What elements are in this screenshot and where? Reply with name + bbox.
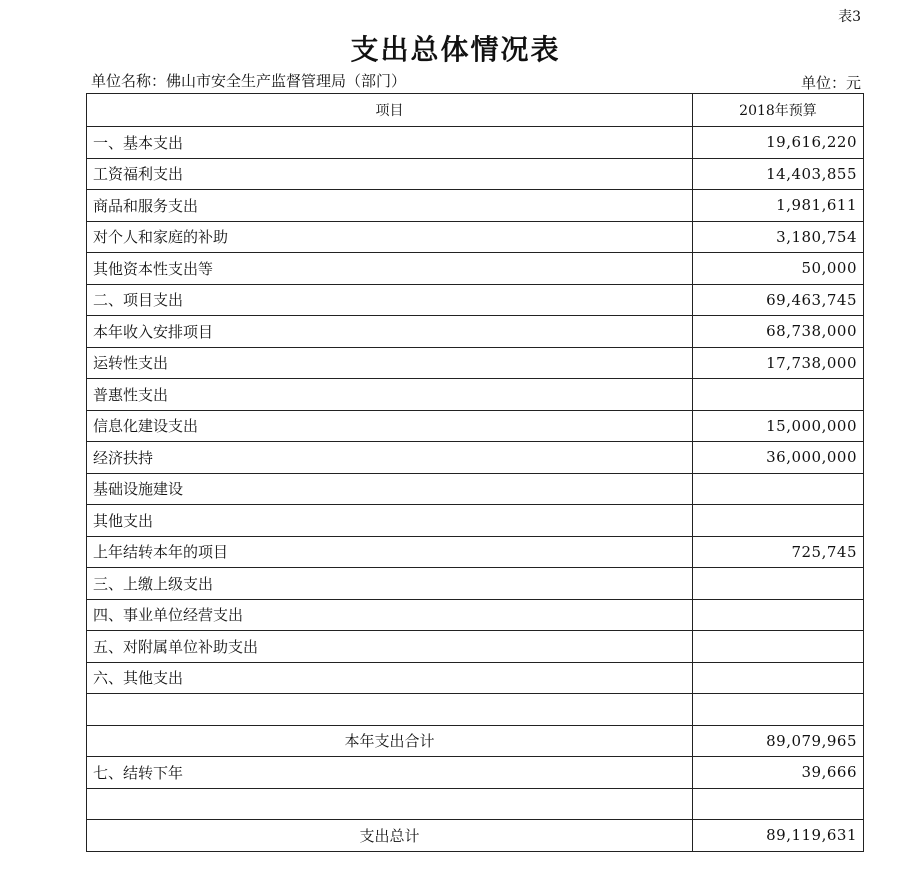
row-label: 经济扶持 — [87, 442, 693, 474]
table-row — [87, 410, 864, 442]
unit-name-label: 单位名称：佛山市安全生产监督管理局（部门） — [91, 72, 407, 90]
row-amount: 69,463,745 — [693, 284, 864, 316]
row-label: 一、基本支出 — [87, 127, 693, 159]
row-label: 四、事业单位经营支出 — [87, 599, 693, 631]
row-amount — [693, 505, 864, 537]
table-row — [87, 127, 864, 159]
row-amount: 36,000,000 — [693, 442, 864, 474]
table-row-blank — [87, 694, 864, 726]
expenditure-table — [86, 93, 864, 852]
table-row — [87, 316, 864, 348]
table-row — [87, 662, 864, 694]
table-row — [87, 190, 864, 222]
row-amount: 89,079,965 — [693, 725, 864, 757]
table-row — [87, 284, 864, 316]
column-header-item: 项目 — [87, 94, 693, 127]
row-amount — [693, 788, 864, 820]
table-row — [87, 568, 864, 600]
table-row — [87, 253, 864, 285]
table-row — [87, 536, 864, 568]
row-amount: 68,738,000 — [693, 316, 864, 348]
row-amount: 39,666 — [693, 757, 864, 789]
table-row — [87, 505, 864, 537]
currency-unit-label: 单位：元 — [800, 74, 861, 92]
row-amount: 89,119,631 — [693, 820, 864, 852]
row-label: 信息化建设支出 — [87, 410, 693, 442]
row-label: 上年结转本年的项目 — [87, 536, 693, 568]
row-amount — [693, 379, 864, 411]
row-label: 对个人和家庭的补助 — [87, 221, 693, 253]
row-amount — [693, 694, 864, 726]
row-amount: 17,738,000 — [693, 347, 864, 379]
column-header-budget: 2018年预算 — [693, 94, 864, 127]
row-label: 其他资本性支出等 — [87, 253, 693, 285]
row-amount: 3,180,754 — [693, 221, 864, 253]
table-row — [87, 442, 864, 474]
row-amount — [693, 568, 864, 600]
row-amount: 15,000,000 — [693, 410, 864, 442]
row-label — [87, 694, 693, 726]
row-label: 六、其他支出 — [87, 662, 693, 694]
table-row — [87, 631, 864, 663]
row-amount — [693, 599, 864, 631]
row-label: 五、对附属单位补助支出 — [87, 631, 693, 663]
table-row — [87, 221, 864, 253]
row-label: 三、上缴上级支出 — [87, 568, 693, 600]
row-amount — [693, 631, 864, 663]
table-row-blank — [87, 788, 864, 820]
row-label: 工资福利支出 — [87, 158, 693, 190]
row-label: 七、结转下年 — [87, 757, 693, 789]
row-label — [87, 788, 693, 820]
row-amount: 1,981,611 — [693, 190, 864, 222]
table-row — [87, 757, 864, 789]
row-amount — [693, 473, 864, 505]
row-amount: 50,000 — [693, 253, 864, 285]
table-row-total — [87, 820, 864, 852]
row-amount: 725,745 — [693, 536, 864, 568]
table-number: 表3 — [838, 9, 861, 25]
row-label: 二、项目支出 — [87, 284, 693, 316]
row-amount: 19,616,220 — [693, 127, 864, 159]
table-row — [87, 599, 864, 631]
row-label: 支出总计 — [87, 820, 693, 852]
row-label: 运转性支出 — [87, 347, 693, 379]
table-header-row — [87, 94, 864, 127]
row-label: 基础设施建设 — [87, 473, 693, 505]
table-row — [87, 158, 864, 190]
row-label: 其他支出 — [87, 505, 693, 537]
row-label: 商品和服务支出 — [87, 190, 693, 222]
table-row — [87, 379, 864, 411]
row-label: 本年收入安排项目 — [87, 316, 693, 348]
table-row — [87, 347, 864, 379]
row-amount: 14,403,855 — [693, 158, 864, 190]
page-title: 支出总体情况表 — [350, 33, 561, 66]
row-label: 普惠性支出 — [87, 379, 693, 411]
table-row — [87, 473, 864, 505]
row-label: 本年支出合计 — [87, 725, 693, 757]
table-row-subtotal — [87, 725, 864, 757]
row-amount — [693, 662, 864, 694]
